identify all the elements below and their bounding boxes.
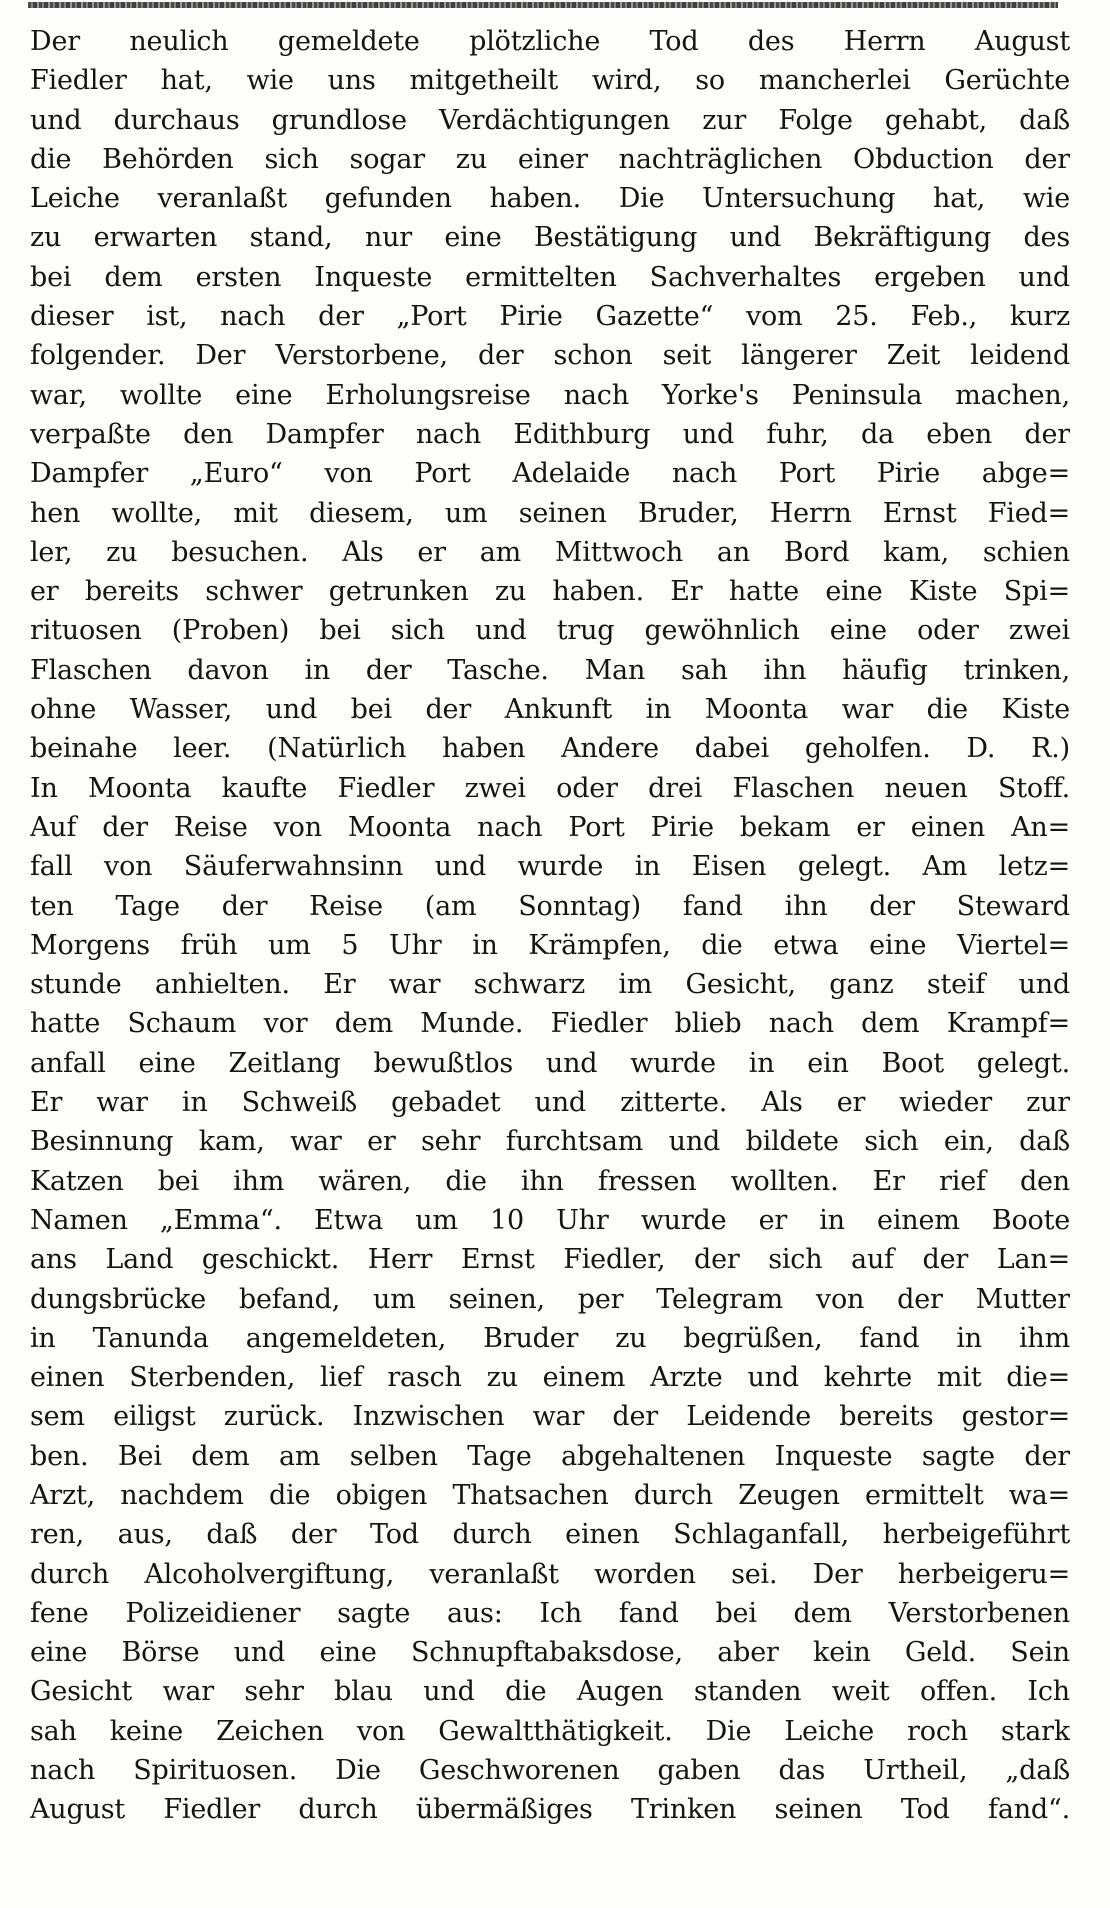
article-line: Katzen bei ihm wären, die ihn fressen wollten. Er rief den: [30, 1165, 1070, 1197]
article-line: fall von Säuferwahnsinn und wurde in Eisen gelegt. Am letz=: [30, 851, 1070, 883]
article-line: ler, zu besuchen. Als er am Mittwoch an Bord kam, schien: [30, 536, 1070, 568]
article-line: Fiedler hat, wie uns mitgetheilt wird, so mancherlei Gerüchte: [30, 65, 1070, 97]
article-line: rituosen (Proben) bei sich und trug gewöhnlich eine oder zwei: [30, 615, 1070, 647]
article-line: eine Börse und eine Schnupftabaksdose, aber kein Geld. Sein: [30, 1637, 1070, 1669]
article-line: ans Land geschickt. Herr Ernst Fiedler, der sich auf der Lan=: [30, 1244, 1070, 1276]
article-line: ben. Bei dem am selben Tage abgehaltenen Inqueste sagte der: [30, 1440, 1070, 1472]
article-line: hen wollte, mit diesem, um seinen Bruder, Herrn Ernst Fied=: [30, 497, 1070, 529]
article-line: sem eiligst zurück. Inzwischen war der Leidende bereits gestor=: [30, 1401, 1070, 1433]
article-line: zu erwarten stand, nur eine Bestätigung und Bekräftigung des: [30, 222, 1070, 254]
article-line: bei dem ersten Inqueste ermittelten Sachverhaltes ergeben und: [30, 261, 1070, 293]
article-line: durch Alcoholvergiftung, veranlaßt worden sei. Der herbeigeru=: [30, 1558, 1070, 1590]
article-line: die Behörden sich sogar zu einer nachträglichen Obduction der: [30, 143, 1070, 175]
article-line: ohne Wasser, und bei der Ankunft in Moonta war die Kiste: [30, 694, 1070, 726]
article-line: dungsbrücke befand, um seinen, per Telegram von der Mutter: [30, 1283, 1070, 1315]
article-line: nach Spirituosen. Die Geschworenen gaben das Urtheil, „daß: [30, 1755, 1070, 1787]
article-line: Besinnung kam, war er sehr furchtsam und bildete sich ein, daß: [30, 1126, 1070, 1158]
article-line: Flaschen davon in der Tasche. Man sah ihn häufig trinken,: [30, 654, 1070, 686]
article-line: stunde anhielten. Er war schwarz im Gesicht, ganz steif und: [30, 969, 1070, 1001]
article-line: dieser ist, nach der „Port Pirie Gazette“ vom 25. Feb., kurz: [30, 301, 1070, 333]
article-line: beinahe leer. (Natürlich haben Andere dabei geholfen. D. R.): [30, 733, 1070, 765]
article-line: verpaßte den Dampfer nach Edithburg und fuhr, da eben der: [30, 418, 1070, 450]
article-line: Morgens früh um 5 Uhr in Krämpfen, die etwa eine Viertel=: [30, 929, 1070, 961]
article-line: Auf der Reise von Moonta nach Port Pirie bekam er einen An=: [30, 811, 1070, 843]
article-line: er bereits schwer getrunken zu haben. Er hatte eine Kiste Spi=: [30, 576, 1070, 608]
article-line: Dampfer „Euro“ von Port Adelaide nach Port Pirie abge=: [30, 458, 1070, 490]
article-line: ten Tage der Reise (am Sonntag) fand ihn der Steward: [30, 890, 1070, 922]
article-line: fene Polizeidiener sagte aus: Ich fand bei dem Verstorbenen: [30, 1597, 1070, 1629]
article-line: Gesicht war sehr blau und die Augen standen weit offen. Ich: [30, 1676, 1070, 1708]
article-line: hatte Schaum vor dem Munde. Fiedler blieb nach dem Krampf=: [30, 1008, 1070, 1040]
article-line: Arzt, nachdem die obigen Thatsachen durch Zeugen ermittelt wa=: [30, 1479, 1070, 1511]
article-line: Namen „Emma“. Etwa um 10 Uhr wurde er in einem Boote: [30, 1204, 1070, 1236]
article-line: Er war in Schweiß gebadet und zitterte. Als er wieder zur: [30, 1087, 1070, 1119]
article-line: ren, aus, daß der Tod durch einen Schlaganfall, herbeigeführt: [30, 1519, 1070, 1551]
article-line: folgender. Der Verstorbene, der schon seit längerer Zeit leidend: [30, 340, 1070, 372]
article-line: anfall eine Zeitlang bewußtlos und wurde in ein Boot gelegt.: [30, 1047, 1070, 1079]
article-line: Leiche veranlaßt gefunden haben. Die Untersuchung hat, wie: [30, 183, 1070, 215]
article-column: [30, 22, 1070, 1830]
article-line: und durchaus grundlose Verdächtigungen zur Folge gehabt, daß: [30, 104, 1070, 136]
column-top-rule: [28, 2, 1058, 8]
article-line: einen Sterbenden, lief rasch zu einem Arzte und kehrte mit die=: [30, 1362, 1070, 1394]
article-line: in Tanunda angemeldeten, Bruder zu begrüßen, fand in ihm: [30, 1322, 1070, 1354]
article-line: war, wollte eine Erholungsreise nach Yorke's Peninsula machen,: [30, 379, 1070, 411]
article-line: August Fiedler durch übermäßiges Trinken seinen Tod fand“.: [30, 1794, 1070, 1826]
article-line: Der neulich gemeldete plötzliche Tod des Herrn August: [30, 26, 1070, 57]
article-line: In Moonta kaufte Fiedler zwei oder drei Flaschen neuen Stoff.: [30, 772, 1070, 804]
article-line: sah keine Zeichen von Gewaltthätigkeit. Die Leiche roch stark: [30, 1715, 1070, 1747]
